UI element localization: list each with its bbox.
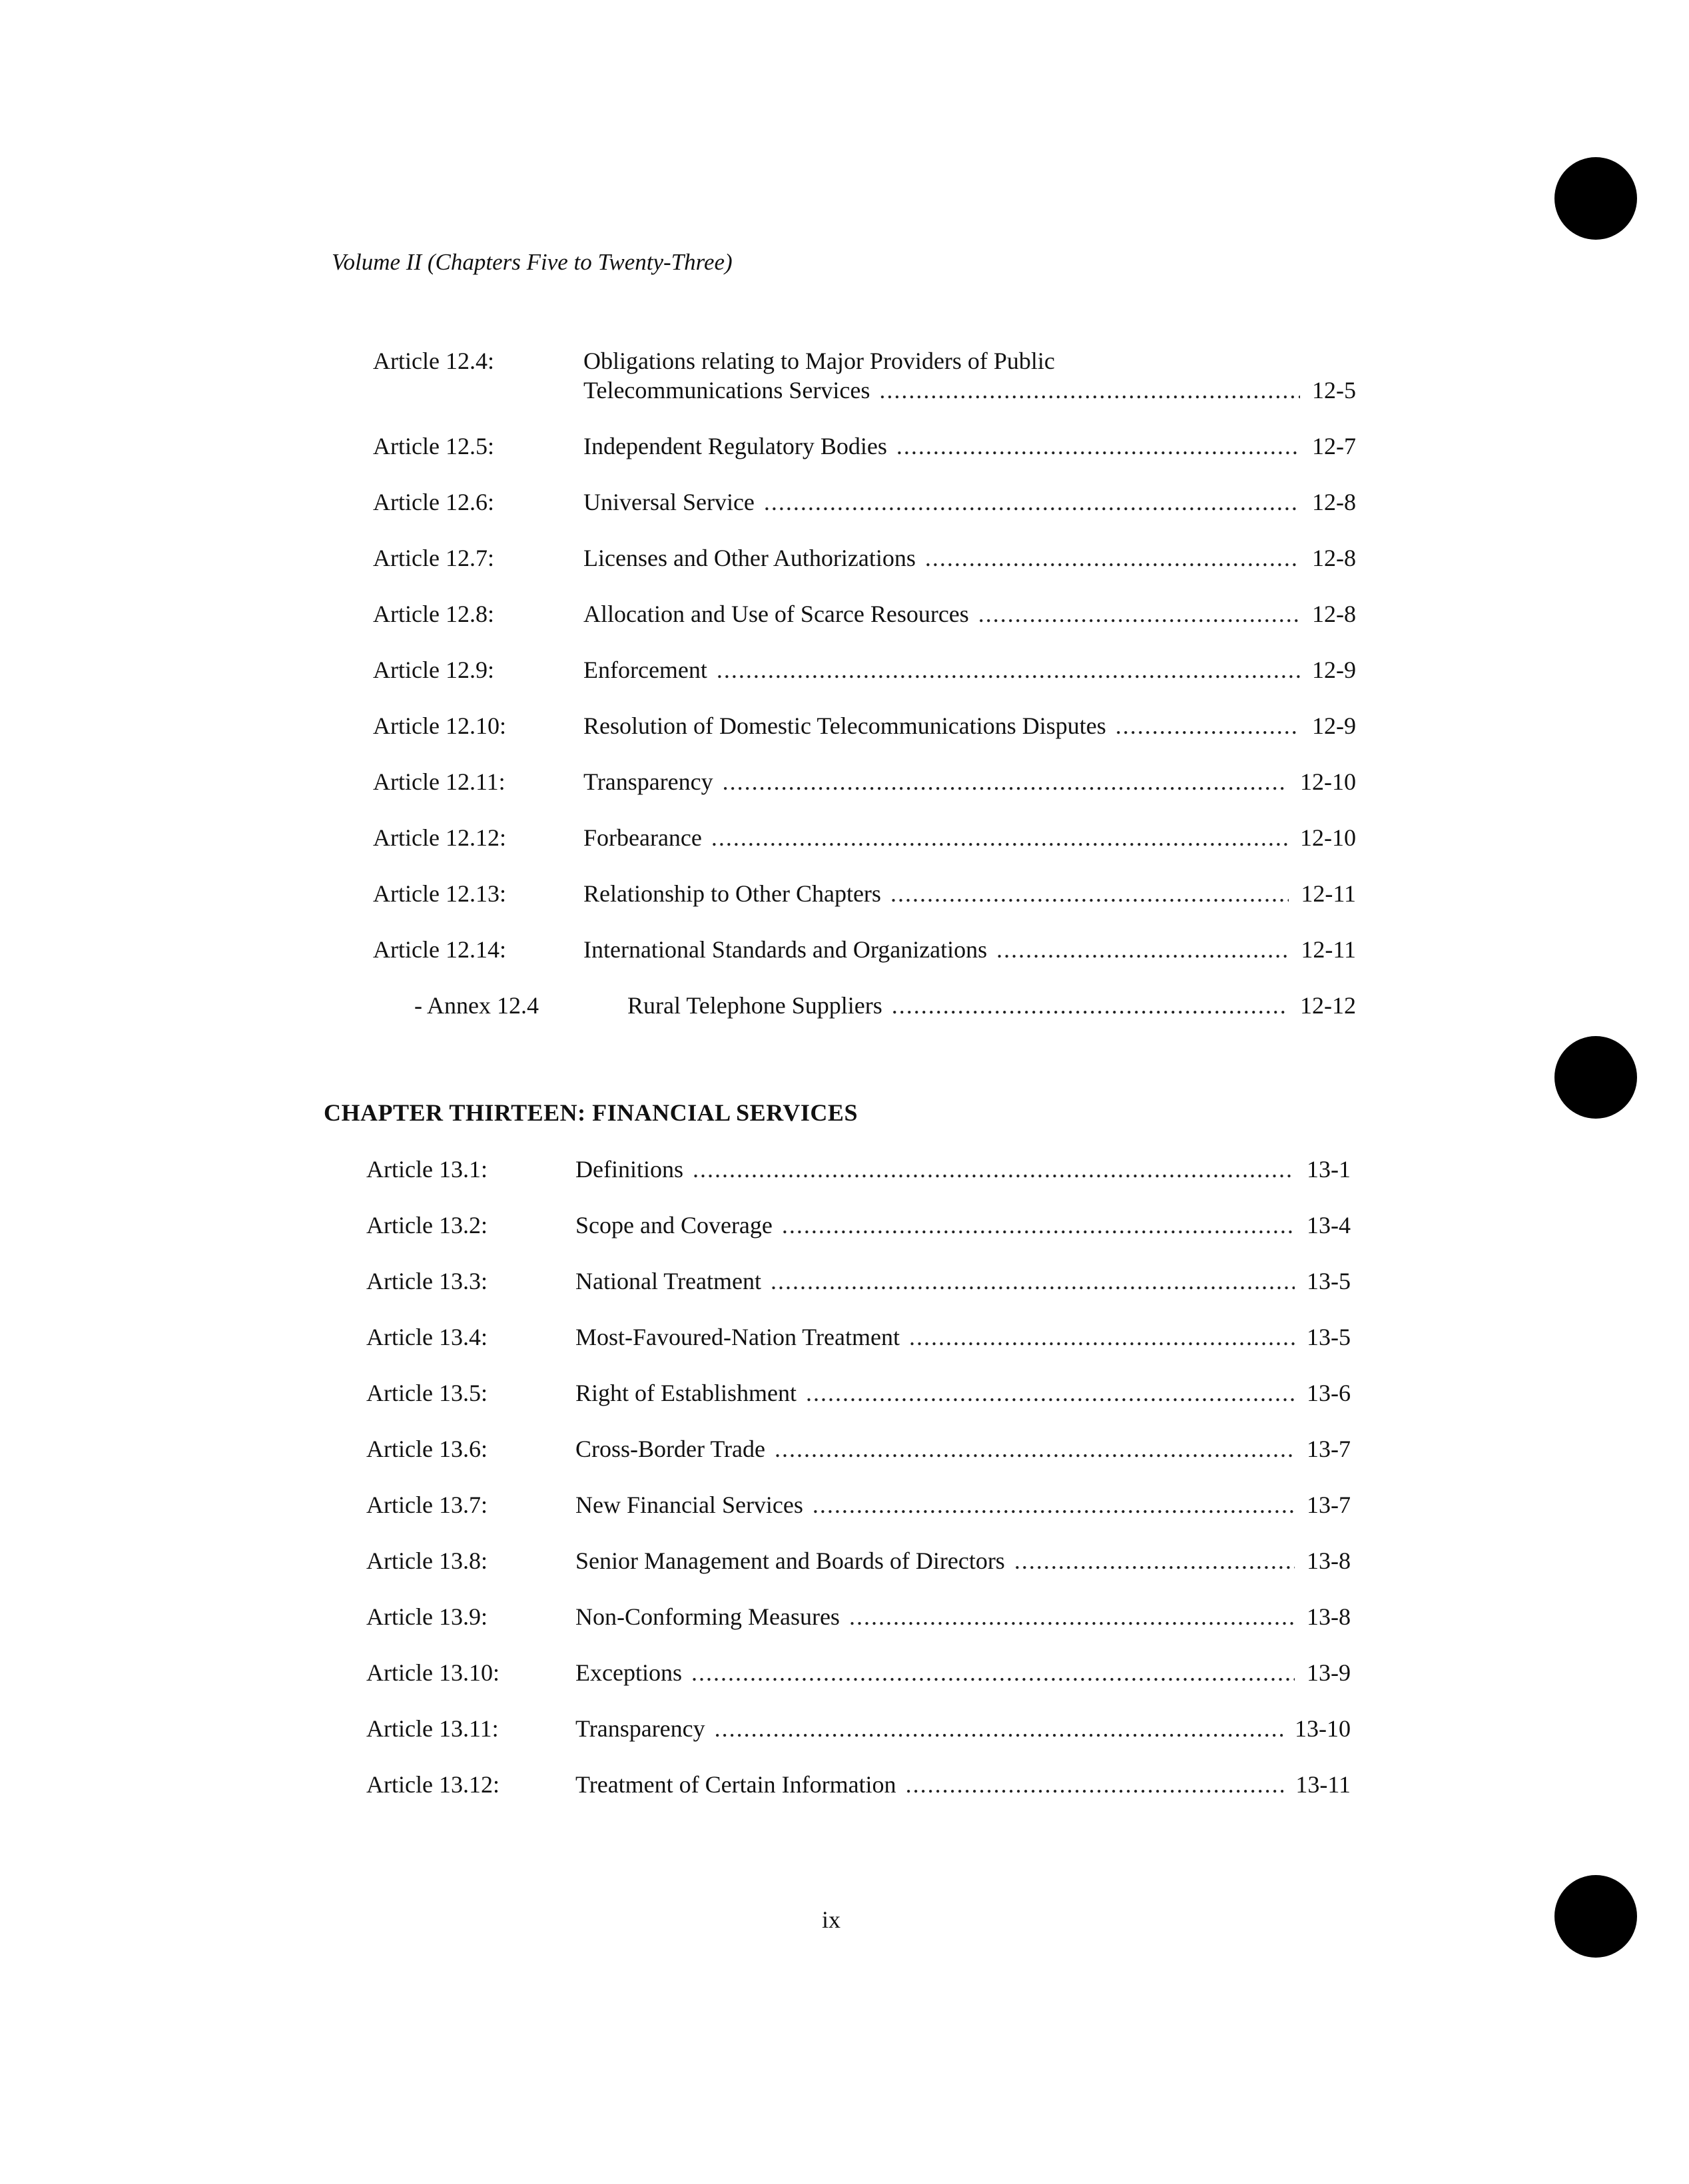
entry-page: 13-7 [1307,1436,1351,1462]
article-number: Article 13.2: [366,1212,488,1238]
entry-title: Independent Regulatory Bodies [583,433,887,459]
entry-page: 13-5 [1307,1324,1351,1350]
entry-page: 12-10 [1300,768,1356,795]
article-number: Article 12.10: [373,712,506,739]
dot-leader [711,823,1288,852]
entry-page: 13-6 [1307,1380,1351,1406]
dot-leader [1116,711,1300,740]
dot-leader [717,655,1300,684]
entry-title: Telecommunications Services [583,377,870,404]
article-number: Article 13.6: [366,1436,488,1462]
toc-entry [0,991,1689,1028]
dot-leader [1014,1546,1295,1575]
entry-title: Forbearance [583,824,702,851]
page-number: ix [822,1906,841,1933]
article-number: Article 12.12: [373,824,506,851]
entry-title: Definitions [575,1156,683,1183]
dot-leader [996,935,1289,964]
dot-leader [715,1714,1283,1743]
dot-leader [691,1658,1295,1687]
entry-page: 13-9 [1307,1659,1351,1686]
entry-page: 12-10 [1300,824,1356,851]
dot-leader [890,879,1289,908]
entry-page: 13-11 [1295,1771,1351,1798]
entry-title: Allocation and Use of Scarce Resources [583,601,969,627]
toc-entry [0,879,1689,916]
toc-entry [0,1322,1689,1360]
dot-leader [925,543,1300,573]
entry-title: International Standards and Organizations [583,936,988,963]
entry-title: Enforcement [583,657,707,683]
entry-page: 12-8 [1312,489,1356,515]
dot-leader [978,599,1300,629]
toc-entry [0,1658,1689,1695]
toc-entry [0,599,1689,637]
dot-leader [723,767,1288,796]
dot-leader [909,1322,1295,1352]
entry-page: 13-10 [1295,1715,1351,1742]
entry-title: Non-Conforming Measures [575,1603,840,1630]
toc-entry [0,431,1689,469]
entry-page: 13-7 [1307,1492,1351,1518]
entry-title: Cross-Border Trade [575,1436,765,1462]
entry-page: 13-4 [1307,1212,1351,1238]
chapter-heading: CHAPTER THIRTEEN: FINANCIAL SERVICES [324,1099,858,1126]
article-number: Article 12.9: [373,657,494,683]
entry-title: Right of Establishment [575,1380,797,1406]
article-number: Article 12.5: [373,433,494,459]
entry-page: 12-9 [1312,657,1356,683]
volume-title: Volume II (Chapters Five to Twenty-Three) [332,249,733,275]
entry-page: 13-8 [1307,1603,1351,1630]
entry-page: 12-12 [1300,992,1356,1019]
toc-entry [0,711,1689,748]
entry-title: New Financial Services [575,1492,803,1518]
entry-page: 12-8 [1312,601,1356,627]
toc-entry [0,1155,1689,1192]
toc-entry [0,543,1689,581]
entry-title: National Treatment [575,1268,761,1294]
dot-leader [775,1434,1295,1464]
dot-leader [906,1770,1284,1799]
toc-entry [0,1434,1689,1472]
entry-title: Universal Service [583,489,755,515]
article-number: Article 12.11: [373,768,506,795]
dot-leader [849,1602,1295,1631]
article-number: Article 13.5: [366,1380,488,1406]
dot-leader [896,431,1300,461]
article-number: Article 12.13: [373,880,506,907]
entry-title: Scope and Coverage [575,1212,773,1238]
article-number: Article 13.9: [366,1603,488,1630]
entry-page: 13-1 [1307,1156,1351,1183]
binder-hole [1554,1875,1637,1958]
toc-entry [0,1378,1689,1416]
dot-leader [892,991,1288,1020]
article-number: Article 13.10: [366,1659,500,1686]
dot-leader [693,1155,1295,1184]
article-number: - Annex 12.4 [414,992,539,1019]
toc-entry [0,1211,1689,1248]
dot-leader [813,1490,1295,1519]
article-number: Article 12.8: [373,601,494,627]
entry-title: Rural Telephone Suppliers [627,992,882,1019]
article-number: Article 13.3: [366,1268,488,1294]
toc-entry [0,1490,1689,1527]
article-number: Article 13.4: [366,1324,488,1350]
article-number: Article 12.7: [373,545,494,571]
toc-entry [0,767,1689,804]
toc-entry [0,1546,1689,1583]
entry-page: 13-8 [1307,1547,1351,1574]
dot-leader [764,487,1300,517]
article-number: Article 13.8: [366,1547,488,1574]
toc-entry [0,487,1689,525]
entry-page: 12-5 [1312,377,1356,404]
entry-page: 12-7 [1312,433,1356,459]
binder-hole [1554,157,1637,240]
article-number: Article 12.6: [373,489,494,515]
entry-title: Treatment of Certain Information [575,1771,896,1798]
toc-entry [0,655,1689,692]
article-number: Article 13.7: [366,1492,488,1518]
entry-page: 12-11 [1301,936,1356,963]
entry-page: 12-8 [1312,545,1356,571]
entry-page: 12-9 [1312,712,1356,739]
entry-title: Transparency [583,768,713,795]
toc-entry [0,1714,1689,1751]
entry-page: 12-11 [1301,880,1356,907]
dot-leader [771,1266,1295,1296]
entry-title: Exceptions [575,1659,682,1686]
toc-entry [0,1770,1689,1807]
entry-title: Relationship to Other Chapters [583,880,881,907]
toc-entry [0,935,1689,972]
article-number: Article 13.1: [366,1156,488,1183]
toc-entry [0,1266,1689,1304]
toc-entry [0,346,1689,404]
entry-title-line1: Obligations relating to Major Providers of Public [583,348,1055,374]
toc-entry [0,823,1689,860]
toc-entry [0,1602,1689,1639]
entry-page: 13-5 [1307,1268,1351,1294]
dot-leader [782,1211,1295,1240]
article-number: Article 12.4: [373,348,494,374]
entry-title: Licenses and Other Authorizations [583,545,916,571]
entry-title: Transparency [575,1715,705,1742]
article-number: Article 13.12: [366,1771,500,1798]
dot-leader [806,1378,1295,1408]
binder-hole [1554,1036,1637,1119]
entry-title: Resolution of Domestic Telecommunications Disputes [583,712,1106,739]
article-number: Article 12.14: [373,936,506,963]
article-number: Article 13.11: [366,1715,499,1742]
dot-leader [879,376,1300,405]
entry-title: Senior Management and Boards of Directors [575,1547,1005,1574]
entry-title: Most-Favoured-Nation Treatment [575,1324,900,1350]
